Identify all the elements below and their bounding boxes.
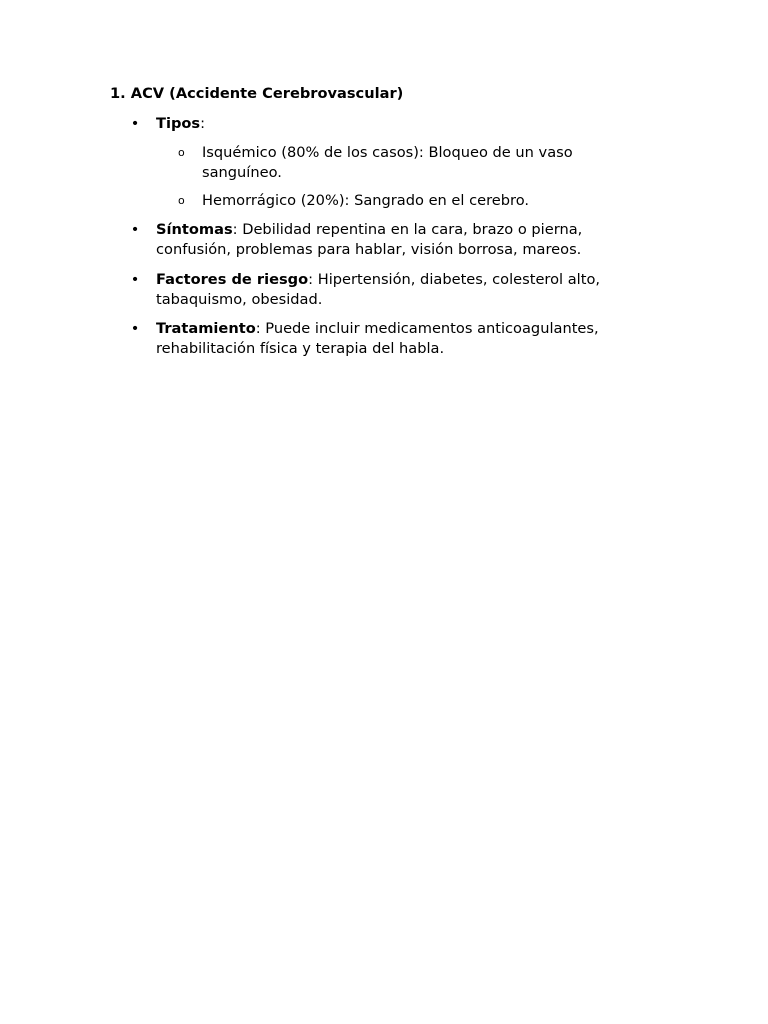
section-heading xyxy=(110,84,403,104)
list-item-sintomas xyxy=(130,220,626,260)
sub-item-text: Hemorrágico (20%): Sangrado en el cerebro. xyxy=(202,192,530,209)
heading-number: 1. xyxy=(110,85,126,102)
circle-bullet-icon: o xyxy=(178,146,185,159)
item-label: Factores de riesgo xyxy=(156,271,309,288)
item-label: Tratamiento xyxy=(156,320,256,337)
bullet-icon: • xyxy=(130,221,140,238)
item-text: : Hipertensión, diabetes, colesterol alto, tabaquismo, obesidad. xyxy=(156,271,601,308)
sub-item-text: Isquémico (80% de los casos): Bloqueo de un vaso sanguíneo. xyxy=(202,144,573,181)
item-label: Síntomas xyxy=(156,221,233,238)
item-text: : Debilidad repentina en la cara, brazo o pierna, confusión, problemas para hablar, visión borrosa, mareos. xyxy=(156,221,583,258)
sub-item-hemorragico xyxy=(178,191,662,211)
list-item-tipos xyxy=(130,114,656,134)
item-text: : xyxy=(200,115,206,132)
item-text: : Puede incluir medicamentos anticoagulantes, rehabilitación física y terapia del habla. xyxy=(156,320,599,357)
sub-item-isquemico xyxy=(178,143,622,183)
list-item-factores xyxy=(130,270,636,310)
bullet-icon: • xyxy=(130,320,140,337)
bullet-icon: • xyxy=(130,271,140,288)
bullet-icon: • xyxy=(130,115,140,132)
item-label: Tipos xyxy=(156,115,201,132)
circle-bullet-icon: o xyxy=(178,194,185,207)
list-item-tratamiento xyxy=(130,319,636,359)
heading-title: ACV (Accidente Cerebrovascular) xyxy=(130,85,404,102)
